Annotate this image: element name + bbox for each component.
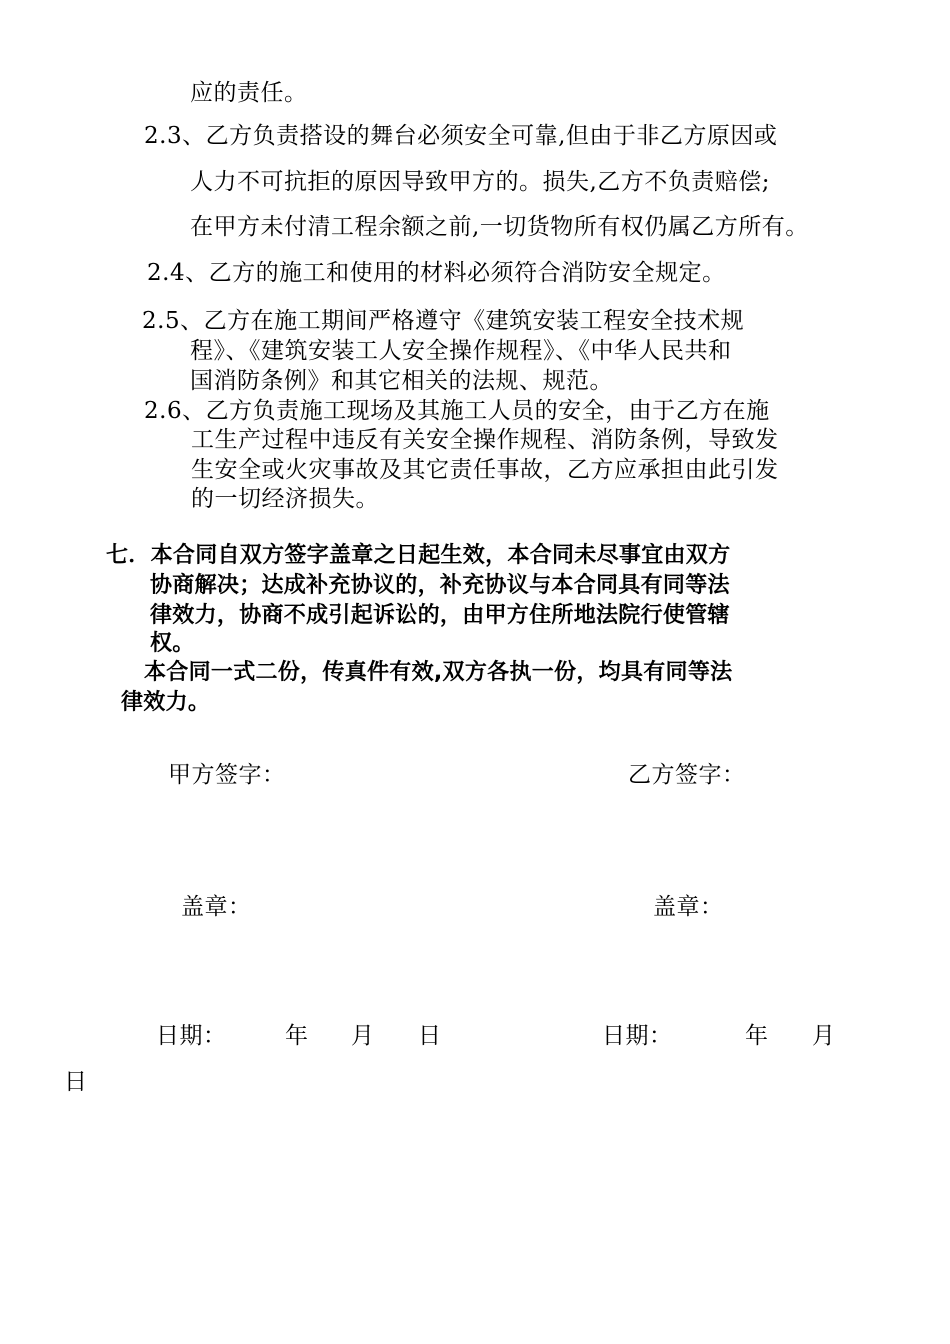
clause-2-4: 2.4、乙方的施工和使用的材料必须符合消防安全规定。 <box>147 260 726 286</box>
section-7-line-2: 协商解决；达成补充协议的，补充协议与本合同具有同等法 <box>150 573 730 598</box>
copies-clause-line-1: 本合同一式二份，传真件有效,双方各执一份，均具有同等法 <box>144 660 733 685</box>
party-b-date-month: 月 <box>812 1023 836 1049</box>
section-7-line-4: 权。 <box>150 631 195 656</box>
clause-2-6-line-2: 工生产过程中违反有关安全操作规程、消防条例，导致发 <box>191 427 779 453</box>
party-b-date-day: 日 <box>64 1069 88 1095</box>
party-b-seal-label: 盖章： <box>653 894 724 920</box>
party-a-signature-label: 甲方签字： <box>168 762 286 788</box>
clause-2-5-line-2: 程》、《建筑安装工人安全操作规程》、《中华人民共和 <box>190 338 732 364</box>
clause-2-3-line-1: 2.3、乙方负责搭设的舞台必须安全可靠,但由于非乙方原因或 <box>144 123 778 149</box>
section-7-line-1: 七．本合同自双方签字盖章之日起生效，本合同未尽事宜由双方 <box>106 543 731 568</box>
party-b-date-year: 年 <box>745 1023 769 1049</box>
clause-2-6-line-3: 生安全或火灾事故及其它责任事故，乙方应承担由此引发 <box>191 457 779 483</box>
party-a-date-year: 年 <box>285 1023 309 1049</box>
section-7-line-3: 律效力，协商不成引起诉讼的，由甲方住所地法院行使管辖 <box>150 603 730 628</box>
clause-2-3-line-3: 在甲方未付清工程余额之前,一切货物所有权仍属乙方所有。 <box>190 214 809 240</box>
party-a-date-month: 月 <box>351 1023 375 1049</box>
clause-2-6-line-4: 的一切经济损失。 <box>191 486 379 512</box>
clause-2-5-line-3: 国消防条例》和其它相关的法规、规范。 <box>190 368 613 394</box>
party-b-signature-label: 乙方签字： <box>628 762 746 788</box>
party-b-date-label: 日期： <box>602 1023 673 1049</box>
party-a-date-label: 日期： <box>156 1023 227 1049</box>
party-a-date-day: 日 <box>418 1023 442 1049</box>
clause-2-5-line-1: 2.5、乙方在施工期间严格遵守《建筑安装工程安全技术规 <box>142 308 745 334</box>
copies-clause-line-2: 律效力。 <box>121 690 211 715</box>
party-a-seal-label: 盖章： <box>181 894 252 920</box>
clause-2-2-tail: 应的责任。 <box>190 80 308 106</box>
clause-2-6-line-1: 2.6、乙方负责施工现场及其施工人员的安全，由于乙方在施 <box>144 398 770 424</box>
clause-2-3-line-2: 人力不可抗拒的原因导致甲方的。损失,乙方不负责赔偿; <box>190 169 771 195</box>
